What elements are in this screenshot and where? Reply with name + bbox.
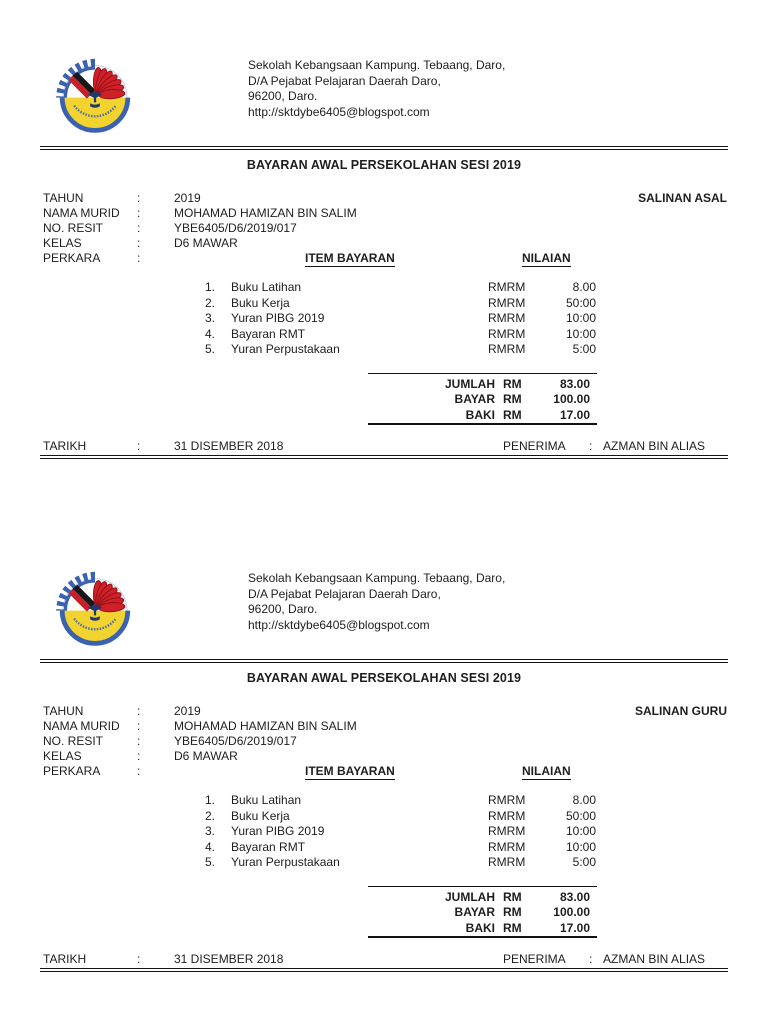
field-separator: : — [137, 704, 141, 718]
copy-type-label: SALINAN GURU — [635, 704, 727, 718]
item-value: 5:00 — [572, 855, 596, 869]
item-currency: RMRM — [488, 311, 526, 325]
total-value: 83.00 — [559, 377, 590, 391]
total-currency: RM — [503, 905, 522, 919]
item-currency: RMRM — [488, 824, 526, 838]
item-number: 1. — [205, 793, 216, 807]
field-value: 2019 — [174, 191, 201, 205]
address-line: http://sktdybe6405@blogspot.com — [248, 617, 430, 632]
footer-divider — [40, 968, 728, 972]
nilaian-header: NILAIAN — [522, 251, 571, 265]
tarikh-separator: : — [137, 439, 141, 453]
item-number: 3. — [205, 311, 216, 325]
item-value: 10:00 — [565, 311, 596, 325]
item-value: 8.00 — [572, 793, 596, 807]
total-value: 17.00 — [559, 408, 590, 422]
item-value: 10:00 — [565, 327, 596, 341]
item-bayaran-header: ITEM BAYARAN — [305, 764, 395, 778]
field-value: D6 MAWAR — [174, 749, 238, 763]
item-bayaran-header: ITEM BAYARAN — [305, 251, 395, 265]
field-value: 2019 — [174, 704, 201, 718]
total-label: JUMLAH — [445, 890, 495, 904]
field-label: NO. RESIT — [43, 734, 104, 748]
item-label: Yuran PIBG 2019 — [231, 824, 325, 838]
item-label: Yuran Perpustakaan — [231, 855, 340, 869]
receipt-salinan-guru — [0, 513, 768, 1026]
total-currency: RM — [503, 408, 522, 422]
tarikh-separator: : — [137, 952, 141, 966]
field-separator: : — [137, 764, 141, 778]
item-number: 5. — [205, 342, 216, 356]
field-label: TAHUN — [43, 704, 84, 718]
item-number: 2. — [205, 809, 216, 823]
item-value: 10:00 — [565, 840, 596, 854]
total-currency: RM — [503, 377, 522, 391]
totals-top-rule — [368, 886, 597, 887]
address-line: D/A Pejabat Pelajaran Daerah Daro, — [248, 73, 441, 88]
item-label: Buku Kerja — [231, 296, 290, 310]
school-badge-icon — [55, 56, 135, 136]
item-value: 50:00 — [565, 296, 596, 310]
school-badge-icon — [55, 569, 135, 649]
field-value: D6 MAWAR — [174, 236, 238, 250]
address-line: 96200, Daro. — [248, 89, 318, 104]
footer-divider — [40, 455, 728, 459]
total-value: 100.00 — [553, 392, 590, 406]
school-address — [248, 58, 505, 120]
totals-top-rule — [368, 373, 597, 374]
copy-type-label: SALINAN ASAL — [638, 191, 727, 205]
field-value: YBE6405/D6/2019/017 — [174, 734, 297, 748]
item-currency: RMRM — [488, 793, 526, 807]
nilaian-header: NILAIAN — [522, 764, 571, 778]
totals-bottom-rule — [368, 423, 597, 425]
header-divider — [40, 146, 728, 150]
item-currency: RMRM — [488, 809, 526, 823]
item-number: 5. — [205, 855, 216, 869]
item-number: 4. — [205, 840, 216, 854]
total-label: BAKI — [465, 921, 495, 935]
item-label: Bayaran RMT — [231, 840, 306, 854]
field-separator: : — [137, 236, 141, 250]
school-logo — [55, 569, 135, 649]
header-divider — [40, 659, 728, 663]
penerima-separator: : — [589, 439, 593, 453]
totals-bottom-rule — [368, 936, 597, 938]
item-label: Yuran PIBG 2019 — [231, 311, 325, 325]
field-label: NAMA MURID — [43, 719, 120, 733]
item-currency: RMRM — [488, 855, 526, 869]
item-currency: RMRM — [488, 280, 526, 294]
item-label: Buku Kerja — [231, 809, 290, 823]
field-separator: : — [137, 206, 141, 220]
item-label: Buku Latihan — [231, 280, 302, 294]
field-separator: : — [137, 191, 141, 205]
item-value: 50:00 — [565, 809, 596, 823]
tarikh-value: 31 DISEMBER 2018 — [174, 952, 284, 966]
field-separator: : — [137, 734, 141, 748]
field-label: PERKARA — [43, 251, 101, 265]
item-number: 3. — [205, 824, 216, 838]
tarikh-label: TARIKH — [43, 952, 87, 966]
school-address — [248, 571, 505, 633]
field-separator: : — [137, 749, 141, 763]
tarikh-label: TARIKH — [43, 439, 87, 453]
total-currency: RM — [503, 921, 522, 935]
item-currency: RMRM — [488, 296, 526, 310]
total-label: BAYAR — [454, 392, 495, 406]
field-label: NAMA MURID — [43, 206, 120, 220]
field-value: MOHAMAD HAMIZAN BIN SALIM — [174, 719, 357, 733]
address-line: http://sktdybe6405@blogspot.com — [248, 104, 430, 119]
field-label: NO. RESIT — [43, 221, 104, 235]
address-line: 96200, Daro. — [248, 602, 318, 617]
penerima-label: PENERIMA — [503, 439, 566, 453]
field-value: YBE6405/D6/2019/017 — [174, 221, 297, 235]
penerima-value: AZMAN BIN ALIAS — [603, 952, 706, 966]
address-line: Sekolah Kebangsaan Kampung. Tebaang, Daro, — [248, 58, 506, 72]
total-value: 17.00 — [559, 921, 590, 935]
penerima-separator: : — [589, 952, 593, 966]
field-separator: : — [137, 719, 141, 733]
item-value: 10:00 — [565, 824, 596, 838]
receipt-title: BAYARAN AWAL PERSEKOLAHAN SESI 2019 — [246, 158, 522, 172]
field-separator: : — [137, 221, 141, 235]
total-label: BAKI — [465, 408, 495, 422]
item-number: 2. — [205, 296, 216, 310]
total-value: 83.00 — [559, 890, 590, 904]
total-currency: RM — [503, 890, 522, 904]
item-currency: RMRM — [488, 327, 526, 341]
item-value: 8.00 — [572, 280, 596, 294]
item-label: Buku Latihan — [231, 793, 302, 807]
field-label: TAHUN — [43, 191, 84, 205]
penerima-label: PENERIMA — [503, 952, 566, 966]
tarikh-value: 31 DISEMBER 2018 — [174, 439, 284, 453]
item-currency: RMRM — [488, 342, 526, 356]
item-value: 5:00 — [572, 342, 596, 356]
total-label: BAYAR — [454, 905, 495, 919]
address-line: D/A Pejabat Pelajaran Daerah Daro, — [248, 586, 441, 601]
field-value: MOHAMAD HAMIZAN BIN SALIM — [174, 206, 357, 220]
item-number: 1. — [205, 280, 216, 294]
receipt-title: BAYARAN AWAL PERSEKOLAHAN SESI 2019 — [246, 671, 522, 685]
total-currency: RM — [503, 392, 522, 406]
total-label: JUMLAH — [445, 377, 495, 391]
address-line: Sekolah Kebangsaan Kampung. Tebaang, Daro, — [248, 571, 506, 585]
field-label: KELAS — [43, 749, 82, 763]
school-logo — [55, 56, 135, 136]
item-currency: RMRM — [488, 840, 526, 854]
field-separator: : — [137, 251, 141, 265]
item-number: 4. — [205, 327, 216, 341]
penerima-value: AZMAN BIN ALIAS — [603, 439, 706, 453]
item-label: Bayaran RMT — [231, 327, 306, 341]
field-label: PERKARA — [43, 764, 101, 778]
item-label: Yuran Perpustakaan — [231, 342, 340, 356]
field-label: KELAS — [43, 236, 82, 250]
total-value: 100.00 — [553, 905, 590, 919]
